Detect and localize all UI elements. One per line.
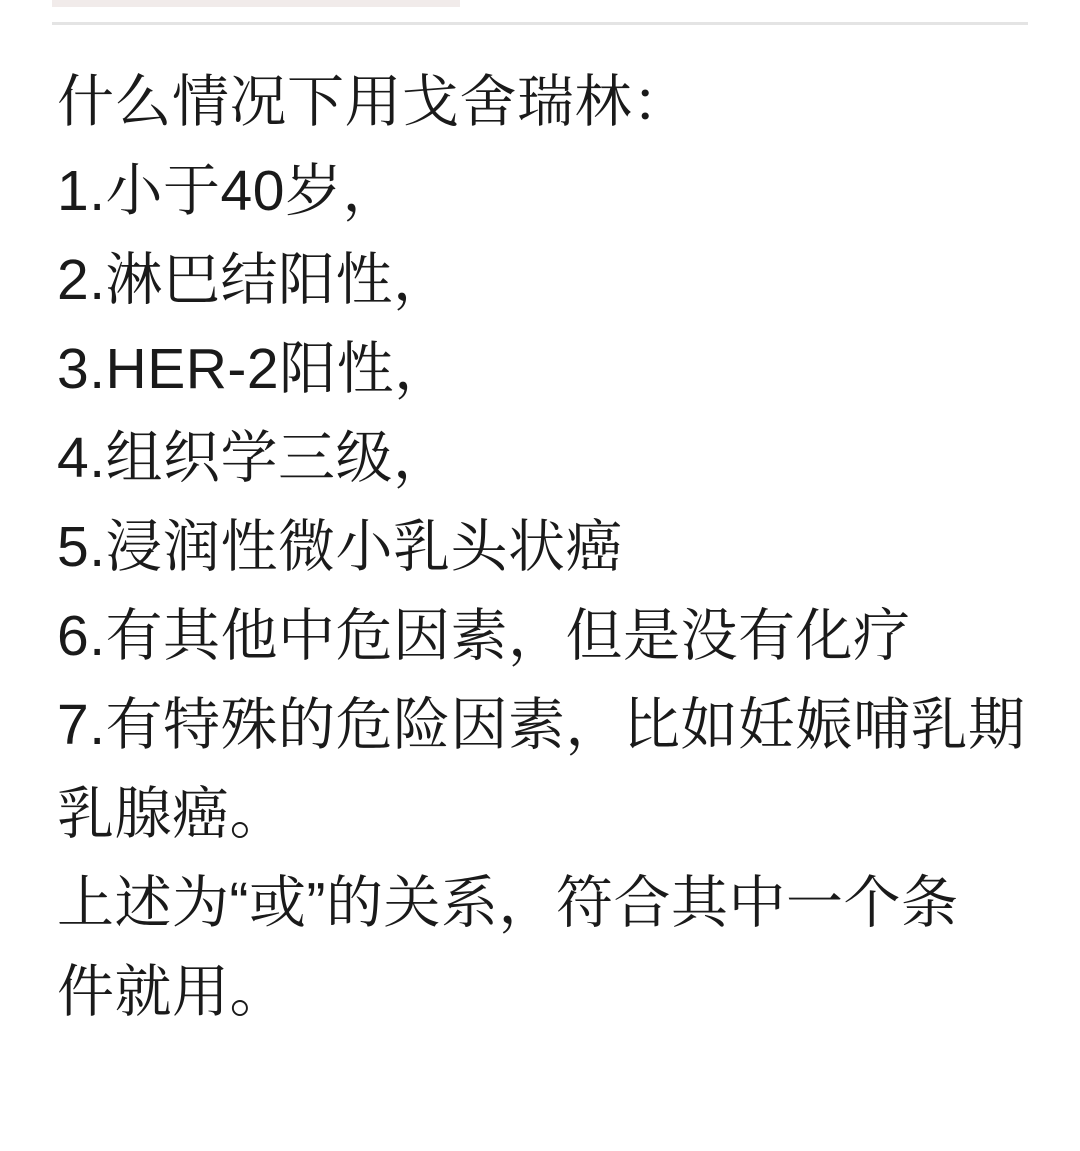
list-item-7-line-1: 7.有特殊的危险因素，比如妊娠哺乳期 (57, 693, 1026, 757)
horizontal-divider (52, 22, 1028, 25)
list-item-7-line-2: 乳腺癌。 (57, 782, 287, 846)
list-item-6: 6.有其他中危因素，但是没有化疗 (57, 604, 911, 668)
list-item-3: 3.HER-2阳性， (57, 337, 452, 401)
list-item-4: 4.组织学三级， (57, 426, 451, 490)
conclusion-line-1: 上述为“或”的关系，符合其中一个条 (57, 871, 959, 935)
list-item-5: 5.浸润性微小乳头状癌 (57, 515, 624, 579)
list-item-1: 1.小于40岁， (57, 159, 400, 223)
highlight-band-cutoff (52, 0, 460, 7)
article-text-block (57, 58, 1050, 1037)
conclusion-line-2: 件就用。 (57, 960, 287, 1024)
article-title-line: 什么情况下用戈舍瑞林： (57, 70, 690, 134)
list-item-2: 2.淋巴结阳性， (57, 248, 451, 312)
